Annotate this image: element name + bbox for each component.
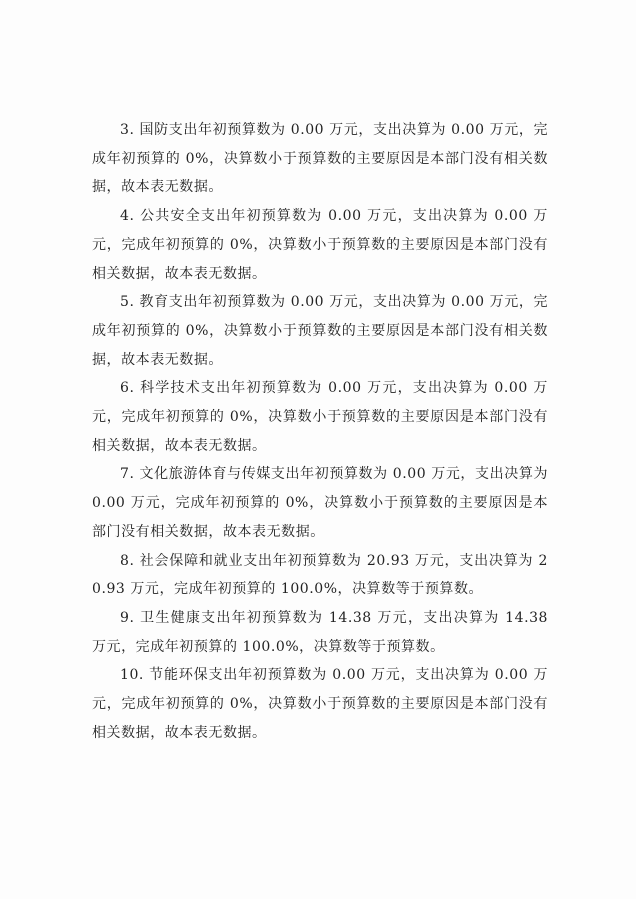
paragraph-social-security-employment: 8. 社会保障和就业支出年初预算数为 20.93 万元，支出决算为 20.93 万元，完成年初预算的 100.0%，决算数等于预算数。 [92, 552, 548, 598]
paragraph-education: 5. 教育支出年初预算数为 0.00 万元，支出决算为 0.00 万元，完成年初预算的 0%，决算数小于预算数的主要原因是本部门没有相关数据，故本表无数据。 [92, 294, 548, 368]
paragraph-public-security: 4. 公共安全支出年初预算数为 0.00 万元，支出决算为 0.00 万元，完成年初预算的 0%，决算数小于预算数的主要原因是本部门没有相关数据，故本表无数据。 [92, 208, 548, 282]
paragraph-defense: 3. 国防支出年初预算数为 0.00 万元，支出决算为 0.00 万元，完成年初预算的 0%，决算数小于预算数的主要原因是本部门没有相关数据，故本表无数据。 [92, 122, 548, 196]
paragraph-health: 9. 卫生健康支出年初预算数为 14.38 万元，支出决算为 14.38 万元，完成年初预算的 100.0%，决算数等于预算数。 [92, 609, 548, 655]
paragraph-energy-environment: 10. 节能环保支出年初预算数为 0.00 万元，支出决算为 0.00 万元，完成年初预算的 0%，决算数小于预算数的主要原因是本部门没有相关数据，故本表无数据。 [92, 667, 548, 741]
paragraph-culture-tourism-sports-media: 7. 文化旅游体育与传媒支出年初预算数为 0.00 万元，支出决算为 0.00 万元，完成年初预算的 0%，决算数小于预算数的主要原因是本部门没有相关数据，故本表无数据。 [92, 466, 548, 540]
paragraph-science-technology: 6. 科学技术支出年初预算数为 0.00 万元，支出决算为 0.00 万元，完成年初预算的 0%，决算数小于预算数的主要原因是本部门没有相关数据，故本表无数据。 [92, 380, 548, 454]
document-body [92, 116, 548, 747]
